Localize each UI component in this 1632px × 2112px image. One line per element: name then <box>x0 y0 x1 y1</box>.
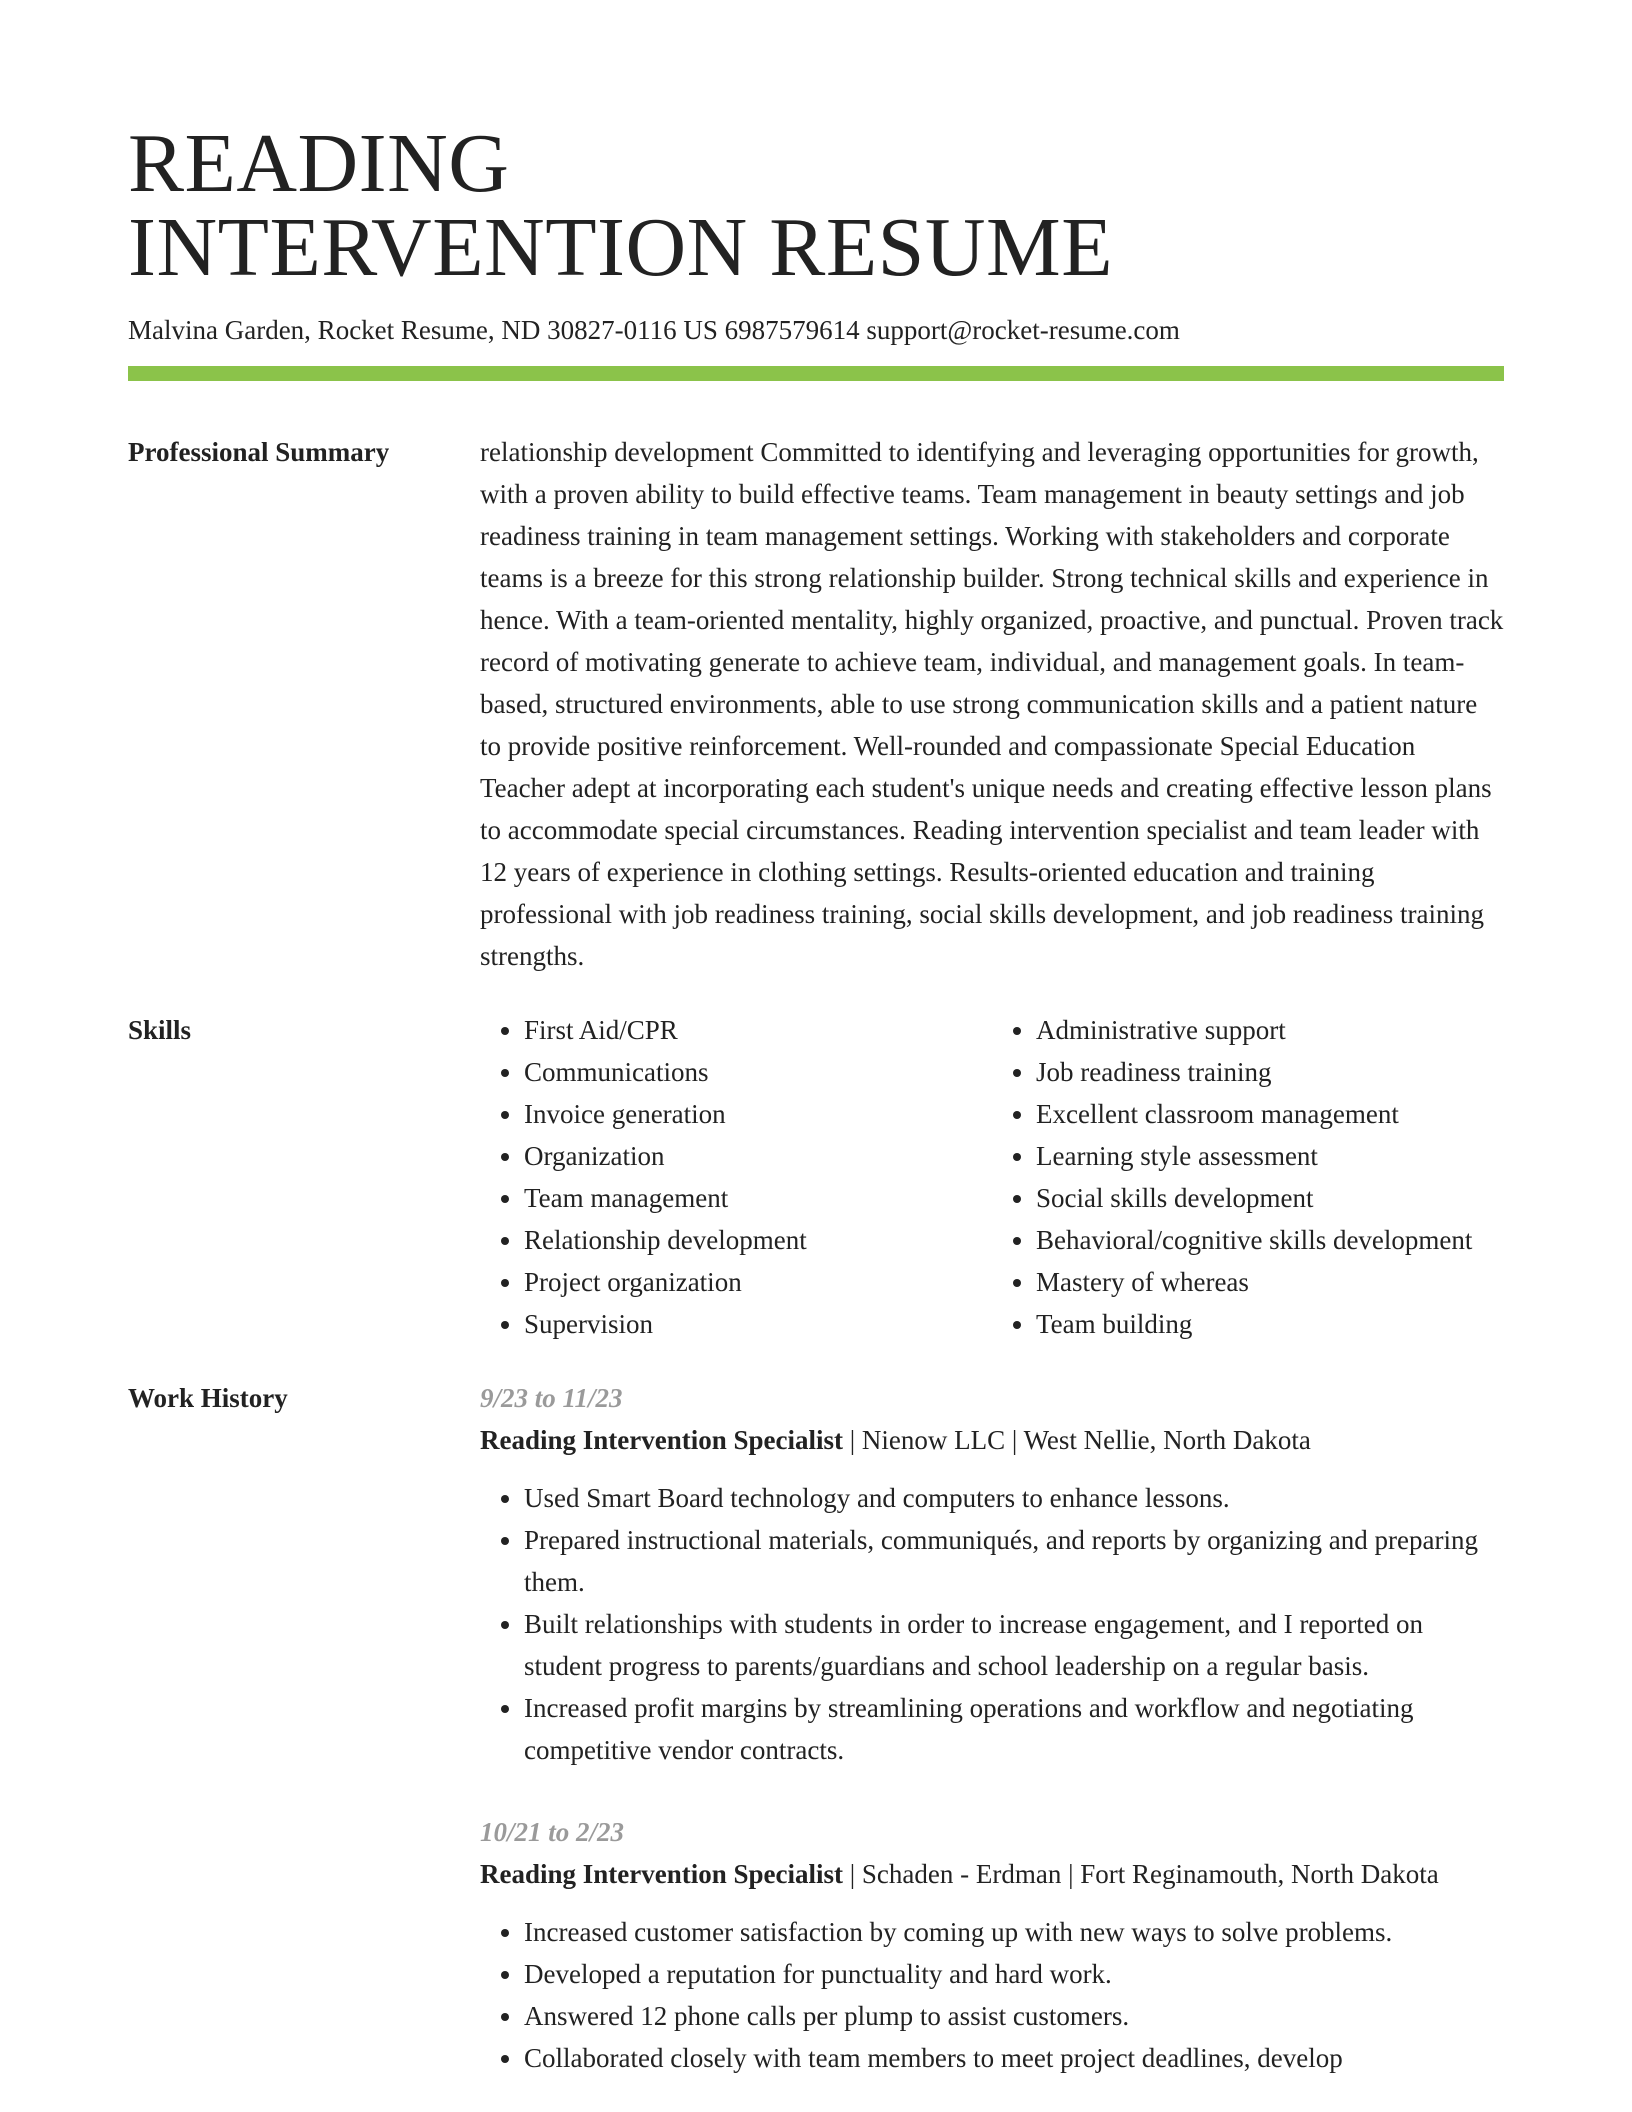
skill-item: • Team building <box>1036 1303 1504 1345</box>
skill-item: • Administrative support <box>1036 1009 1504 1051</box>
skill-item: • Relationship development <box>524 1219 992 1261</box>
skills-section <box>128 1009 1504 1345</box>
skill-item: • Learning style assessment <box>1036 1135 1504 1177</box>
skills-columns <box>480 1009 1504 1345</box>
skill-item: • Behavioral/cognitive skills development <box>1036 1219 1504 1261</box>
skill-item: • Invoice generation <box>524 1093 992 1135</box>
contact-line: Malvina Garden, Rocket Resume, ND 30827-0116 US 6987579614 support@rocket-resume.com <box>128 315 1180 345</box>
section-label-skills: Skills <box>128 1015 192 1045</box>
job-bullet: • Used Smart Board technology and computers to enhance lessons. <box>524 1477 1504 1519</box>
job-bullet: • Increased customer satisfaction by coming up with new ways to solve problems. <box>524 1911 1504 1953</box>
skill-item: • Organization <box>524 1135 992 1177</box>
job-heading <box>480 1419 1504 1461</box>
summary-text: relationship development Committed to identifying and leveraging opportunities for growth, with a proven ability to build effective teams. Team management in beauty settings and job readiness training in team management settings. Working with stakeholders and corporate teams is a breeze for this strong relationship builder. Strong technical skills and experience in hence. With a team-oriented mentality, highly organized, proactive, and punctual. Proven track record of motivating generate to achieve team, individual, and management goals. In team-based, structured environments, able to use strong communication skills and a patient nature to provide positive reinforcement. Well-rounded and compassionate Special Education Teacher adept at incorporating each student's unique needs and creating effective lesson plans to accommodate special circumstances. Reading intervention specialist and team leader with 12 years of experience in clothing settings. Results-oriented education and training professional with job readiness training, social skills development, and job readiness training strengths. <box>480 437 1504 971</box>
title-line-2: INTERVENTION RESUME <box>128 201 1114 294</box>
professional-summary-section <box>128 431 1504 977</box>
job-details: | Nienow LLC | West Nellie, North Dakota <box>843 1425 1311 1455</box>
job-bullet: • Prepared instructional materials, communiqués, and reports by organizing and preparing them. <box>524 1519 1504 1603</box>
skill-item: • Social skills development <box>1036 1177 1504 1219</box>
skill-item: • Mastery of whereas <box>1036 1261 1504 1303</box>
job-title: Reading Intervention Specialist <box>480 1859 844 1889</box>
section-label-work: Work History <box>128 1383 288 1413</box>
job-bullet: • Developed a reputation for punctuality and hard work. <box>524 1953 1504 1995</box>
job-title: Reading Intervention Specialist <box>480 1425 844 1455</box>
skill-item: • First Aid/CPR <box>524 1009 992 1051</box>
job-bullet: • Collaborated closely with team members to meet project deadlines, develop <box>524 2037 1504 2079</box>
job-bullets <box>480 1477 1504 1771</box>
resume-page <box>128 117 1504 2079</box>
job-dates: 10/21 to 2/23 <box>480 1817 625 1847</box>
job-entry <box>480 1377 1504 1771</box>
skill-item: • Project organization <box>524 1261 992 1303</box>
job-dates: 9/23 to 11/23 <box>480 1383 623 1413</box>
skill-item: • Job readiness training <box>1036 1051 1504 1093</box>
job-bullet: • Built relationships with students in order to increase engagement, and I reported on student progress to parents/guardians and school leadership on a regular basis. <box>524 1603 1504 1687</box>
skill-item: • Communications <box>524 1051 992 1093</box>
resume-title <box>128 117 1504 294</box>
job-details: | Schaden - Erdman | Fort Reginamouth, North Dakota <box>843 1859 1439 1889</box>
accent-divider <box>128 366 1504 381</box>
work-history-section <box>128 1377 1504 2079</box>
section-label-summary: Professional Summary <box>128 437 390 467</box>
job-bullet: • Increased profit margins by streamlining operations and workflow and negotiating competitive vendor contracts. <box>524 1687 1504 1771</box>
job-bullets <box>480 1911 1504 2079</box>
skill-item: • Supervision <box>524 1303 992 1345</box>
skills-list-right <box>992 1009 1504 1345</box>
skills-list-left <box>480 1009 992 1345</box>
skill-item: • Team management <box>524 1177 992 1219</box>
skill-item: • Excellent classroom management <box>1036 1093 1504 1135</box>
job-bullet: • Answered 12 phone calls per plump to assist customers. <box>524 1995 1504 2037</box>
job-entry <box>480 1811 1504 2079</box>
title-line-1: READING <box>128 117 510 210</box>
job-heading <box>480 1853 1504 1895</box>
